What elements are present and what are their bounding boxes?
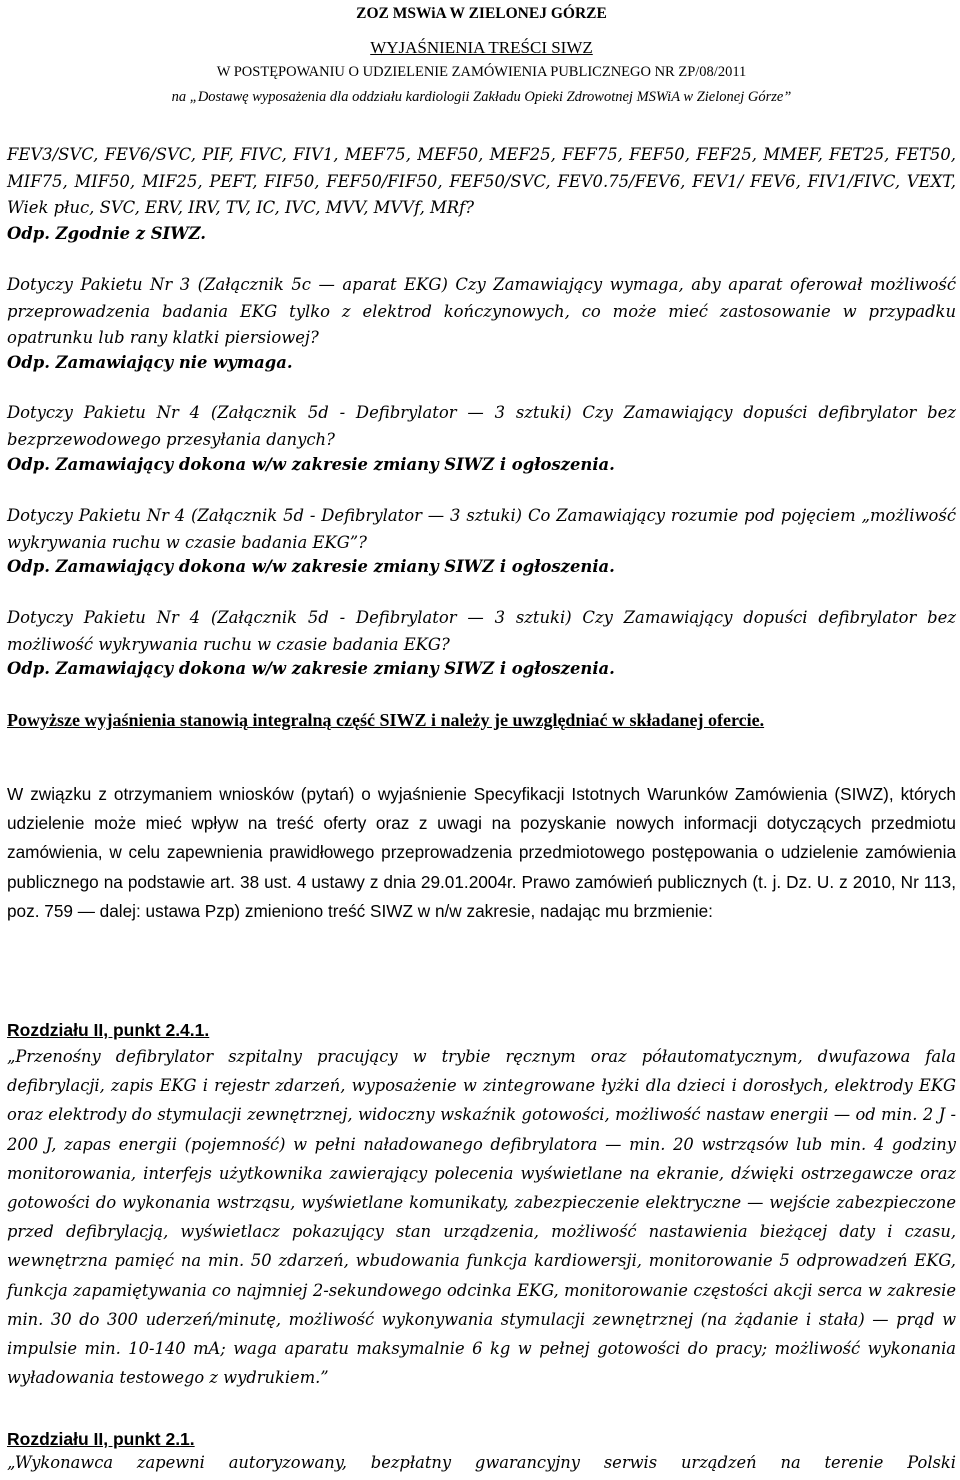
document-title: WYJAŚNIENIA TREŚCI SIWZ [370,38,593,57]
organization-name: ZOZ MSWiA W ZIELONEJ GÓRZE [356,5,607,22]
section-text: „Wykonawca zapewni autoryzowany, bezpłatny gwarancyjny serwis urządzeń na terenie Polski [7,1453,956,1472]
intro-paragraph: W związku z otrzymaniem wniosków (pytań) o wyjaśnienie Specyfikacji Istotnych Warunków Zamówienia (SIWZ), których udzielenie może mieć wpływ na treść oferty oraz z uwagi na pozyskanie nowych informacji dotyczących przedmiotu zamówienia, w celu zapewnienia prawidłowego przeprowadzenia przedmiotowego postępowania o udzielenie zamówienia publicznego na podstawie art. 38 ust. 4 ustawy z dnia 29.01.2004r. Prawo zamówień publicznych (t. j. Dz. U. z 2010, Nr 113, poz. 759 — dalej: ustawa Pzp) zmieniono treść SIWZ w n/w zakresie, nadając mu brzmienie: [7,784,956,921]
answer-text: Odp. Zamawiający nie wymaga. [7,353,293,372]
question-text: Dotyczy Pakietu Nr 3 (Załącznik 5c — aparat EKG) Czy Zamawiający wymaga, aby aparat oferował możliwość przeprowadzenia badania EKG tylko z elektrod kończynowych, co może mieć zastosowanie w przypadku opatrunku lub rany klatki piersiowej? [7,275,956,347]
section-text: „Przenośny defibrylator szpitalny pracujący w trybie ręcznym oraz półautomatycznym, dwufazowa fala defibrylacji, zapis EKG i rejestr zdarzeń, wyposażenie w zintegrowane łyżki dla dzieci i dorosłych, elektrody EKG oraz elektrody do stymulacji zewnętrznej, widoczny wskaźnik gotowości, możliwość nastaw energii — od min. 2 J - 200 J, zapas energii (pojemność) w pełni naładowanego defibrylatora — min. 20 wstrząsów lub min. 4 godziny monitorowania, interfejs użytkownika zawierający polecenia wyświetlane na ekranie, dźwięki ostrzegawcze oraz gotowości do wykonania wstrząsu, wyświetlane komunikaty, zabezpieczenie elektryczne — wejście zabezpieczone przed defibrylacją, wyświetlacz pokazujący stan urządzenia, możliwość nastawienia bieżącej daty i czasu, wewnętrzna pamięć na min. 50 zdarzeń, wbudowania funkcja kardiowersji, monitorowanie 5 odprowadzeń EKG, funkcja zapamiętywania co najmniej 2-sekundowego odcinka EKG, monitorowanie częstości akcji serca w zakresie min. 30 do 300 uderzeń/minutę, możliwość wykonywania stymulacji zewnętrznej (na żądanie i stała) — prąd w impulsie min. 10-140 mA; waga aparatu maksymalnie 6 kg w pełnej gotowości do pracy; możliwość wykonania wyładowania testowego z wydrukiem.” [7,1047,956,1388]
document-subject: na „Dostawę wyposażenia dla oddziału kardiologii Zakładu Opieki Zdrowotnej MSWiA w Zielonej Górze” [171,89,792,105]
answer-text: Odp. Zamawiający dokona w/w zakresie zmiany SIWZ i ogłoszenia. [7,455,615,474]
answer-text: Odp. Zamawiający dokona w/w zakresie zmiany SIWZ i ogłoszenia. [7,659,615,678]
document-subtitle: W POSTĘPOWANIU O UDZIELENIE ZAMÓWIENIA PUBLICZNEGO NR ZP/08/2011 [216,64,747,80]
question-text: Dotyczy Pakietu Nr 4 (Załącznik 5d - Defibrylator — 3 sztuki) Czy Zamawiający dopuści defibrylator bez bezprzewodowego przesyłania danych? [7,403,956,449]
integral-part-note: Powyższe wyjaśnienia stanowią integralną część SIWZ i należy je uwzględniać w składanej ofercie. [7,710,765,730]
question-text: Dotyczy Pakietu Nr 4 (Załącznik 5d - Defibrylator — 3 sztuki) Czy Zamawiający dopuści defibrylator bez możliwość wykrywania ruchu w czasie badania EKG? [7,608,956,654]
section-heading: Rozdziału II, punkt 2.4.1. [7,1020,210,1040]
answer-text: Odp. Zamawiający dokona w/w zakresie zmiany SIWZ i ogłoszenia. [7,557,615,576]
question-text: FEV3/SVC, FEV6/SVC, PIF, FIVC, FIV1, MEF75, MEF50, MEF25, FEF75, FEF50, FEF25, MMEF, FET25, FET50, MIF75, MIF50, MIF25, PEFT, FIF50, FEF50/FIF50, FEF50/SVC, FEV0.75/FEV6, FEV1/ FEV6, FIV1/FIVC, VEXT, Wiek płuc, SVC, ERV, IRV, TV, IC, IVC, MVV, MVVf, MRf? [7,145,956,217]
answer-text: Odp. Zgodnie z SIWZ. [7,224,207,243]
section-heading: Rozdziału II, punkt 2.1. [7,1429,195,1449]
question-text: Dotyczy Pakietu Nr 4 (Załącznik 5d - Defibrylator — 3 sztuki) Co Zamawiający rozumie pod pojęciem „możliwość wykrywania ruchu w czasie badania EKG”? [7,506,956,552]
